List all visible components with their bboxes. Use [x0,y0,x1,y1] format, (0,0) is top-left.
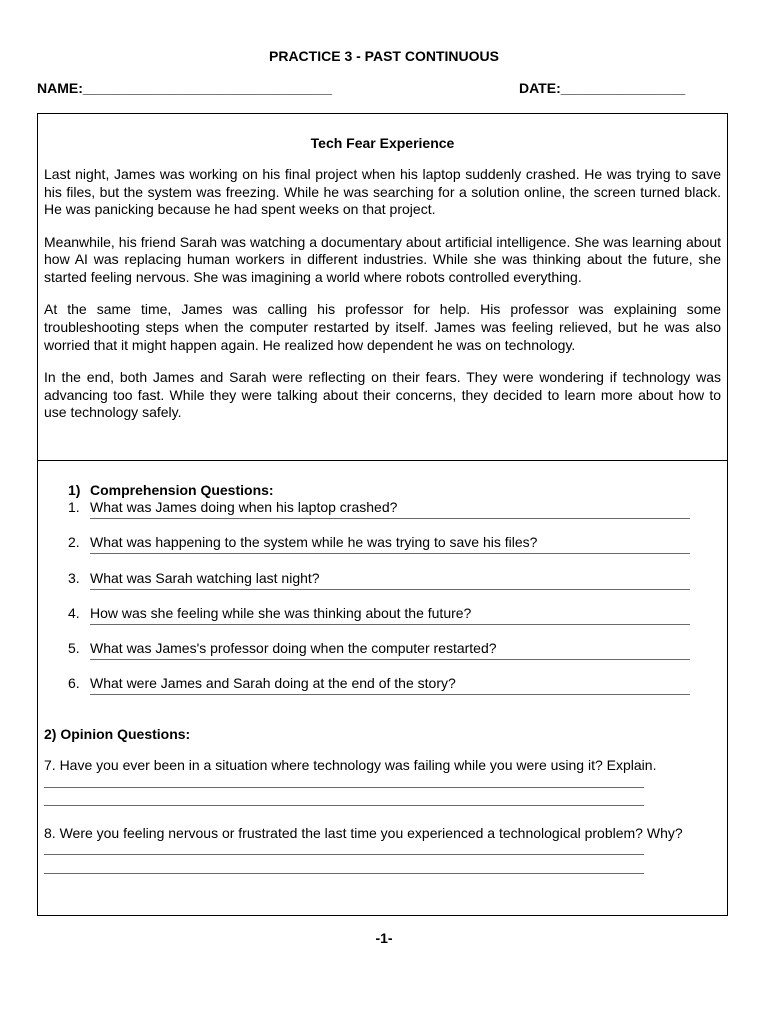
question-number: 6. [68,675,80,692]
comprehension-heading [68,482,274,499]
question-text: How was she feeling while she was thinking about the future? [90,604,472,621]
story-paragraph: At the same time, James was calling his professor for help. His professor was explaining some troubleshooting steps when the computer restarted by itself. James was feeling relieved, but he was also worried that it might happen again. He realized how dependent he was on technology. [44,301,721,353]
answer-line[interactable] [44,805,644,806]
comprehension-heading-text: Comprehension Questions: [90,482,274,498]
question-number: 4. [68,604,80,621]
story-box [37,113,728,462]
question-item [68,640,698,675]
story-title: Tech Fear Experience [310,135,455,151]
question-item [68,534,698,569]
page-title: PRACTICE 3 - PAST CONTINUOUS [269,48,499,64]
answer-line[interactable] [90,659,690,660]
opinion-question-7: 7. Have you ever been in a situation where technology was failing while you were using it? Explain. [44,757,657,773]
question-item [68,499,698,534]
answer-line[interactable] [44,873,644,874]
name-field[interactable]: NAME:________________________________ [37,80,333,96]
answer-line[interactable] [90,694,690,695]
question-item [68,675,698,710]
comprehension-question-list [68,499,698,711]
question-text: What was Sarah watching last night? [90,569,320,586]
question-number: 1. [68,499,80,515]
questions-box [37,460,728,916]
opinion-question-8: 8. Were you feeling nervous or frustrated the last time you experienced a technological problem? Why? [44,825,683,841]
question-text: What was happening to the system while he was trying to save his files? [90,534,538,551]
question-text: What was James doing when his laptop crashed? [90,499,398,515]
question-item [68,570,698,605]
page-number: -1- [375,930,393,946]
question-number: 2. [68,534,80,551]
story-body [44,166,721,436]
story-paragraph: Last night, James was working on his final project when his laptop suddenly crashed. He was trying to save his files, but the system was freezing. While he was searching for a solution online, the screen turned black. He was panicking because he had spent weeks on that project. [44,166,721,218]
date-field[interactable]: DATE:________________ [519,80,686,96]
opinion-heading: 2) Opinion Questions: [44,726,191,742]
answer-line[interactable] [90,518,690,519]
comprehension-heading-number: 1) [68,482,81,498]
answer-line[interactable] [90,589,690,590]
story-paragraph: Meanwhile, his friend Sarah was watching a documentary about artificial intelligence. She was learning about how AI was replacing human workers in different industries. While she was thinking about the future, she started feeling nervous. She was imagining a world where robots controlled everything. [44,233,721,286]
answer-line[interactable] [90,553,690,554]
answer-line[interactable] [44,787,644,788]
question-number: 5. [68,640,80,657]
question-text: What were James and Sarah doing at the end of the story? [90,675,456,692]
question-item [68,605,698,640]
story-paragraph: In the end, both James and Sarah were reflecting on their fears. They were wondering if technology was advancing too fast. While they were talking about their concerns, they decided to learn more about how to use technology safely. [44,368,721,421]
answer-line[interactable] [44,854,644,855]
question-number: 3. [68,569,80,586]
question-text: What was James's professor doing when the computer restarted? [90,640,497,657]
answer-line[interactable] [90,624,690,625]
